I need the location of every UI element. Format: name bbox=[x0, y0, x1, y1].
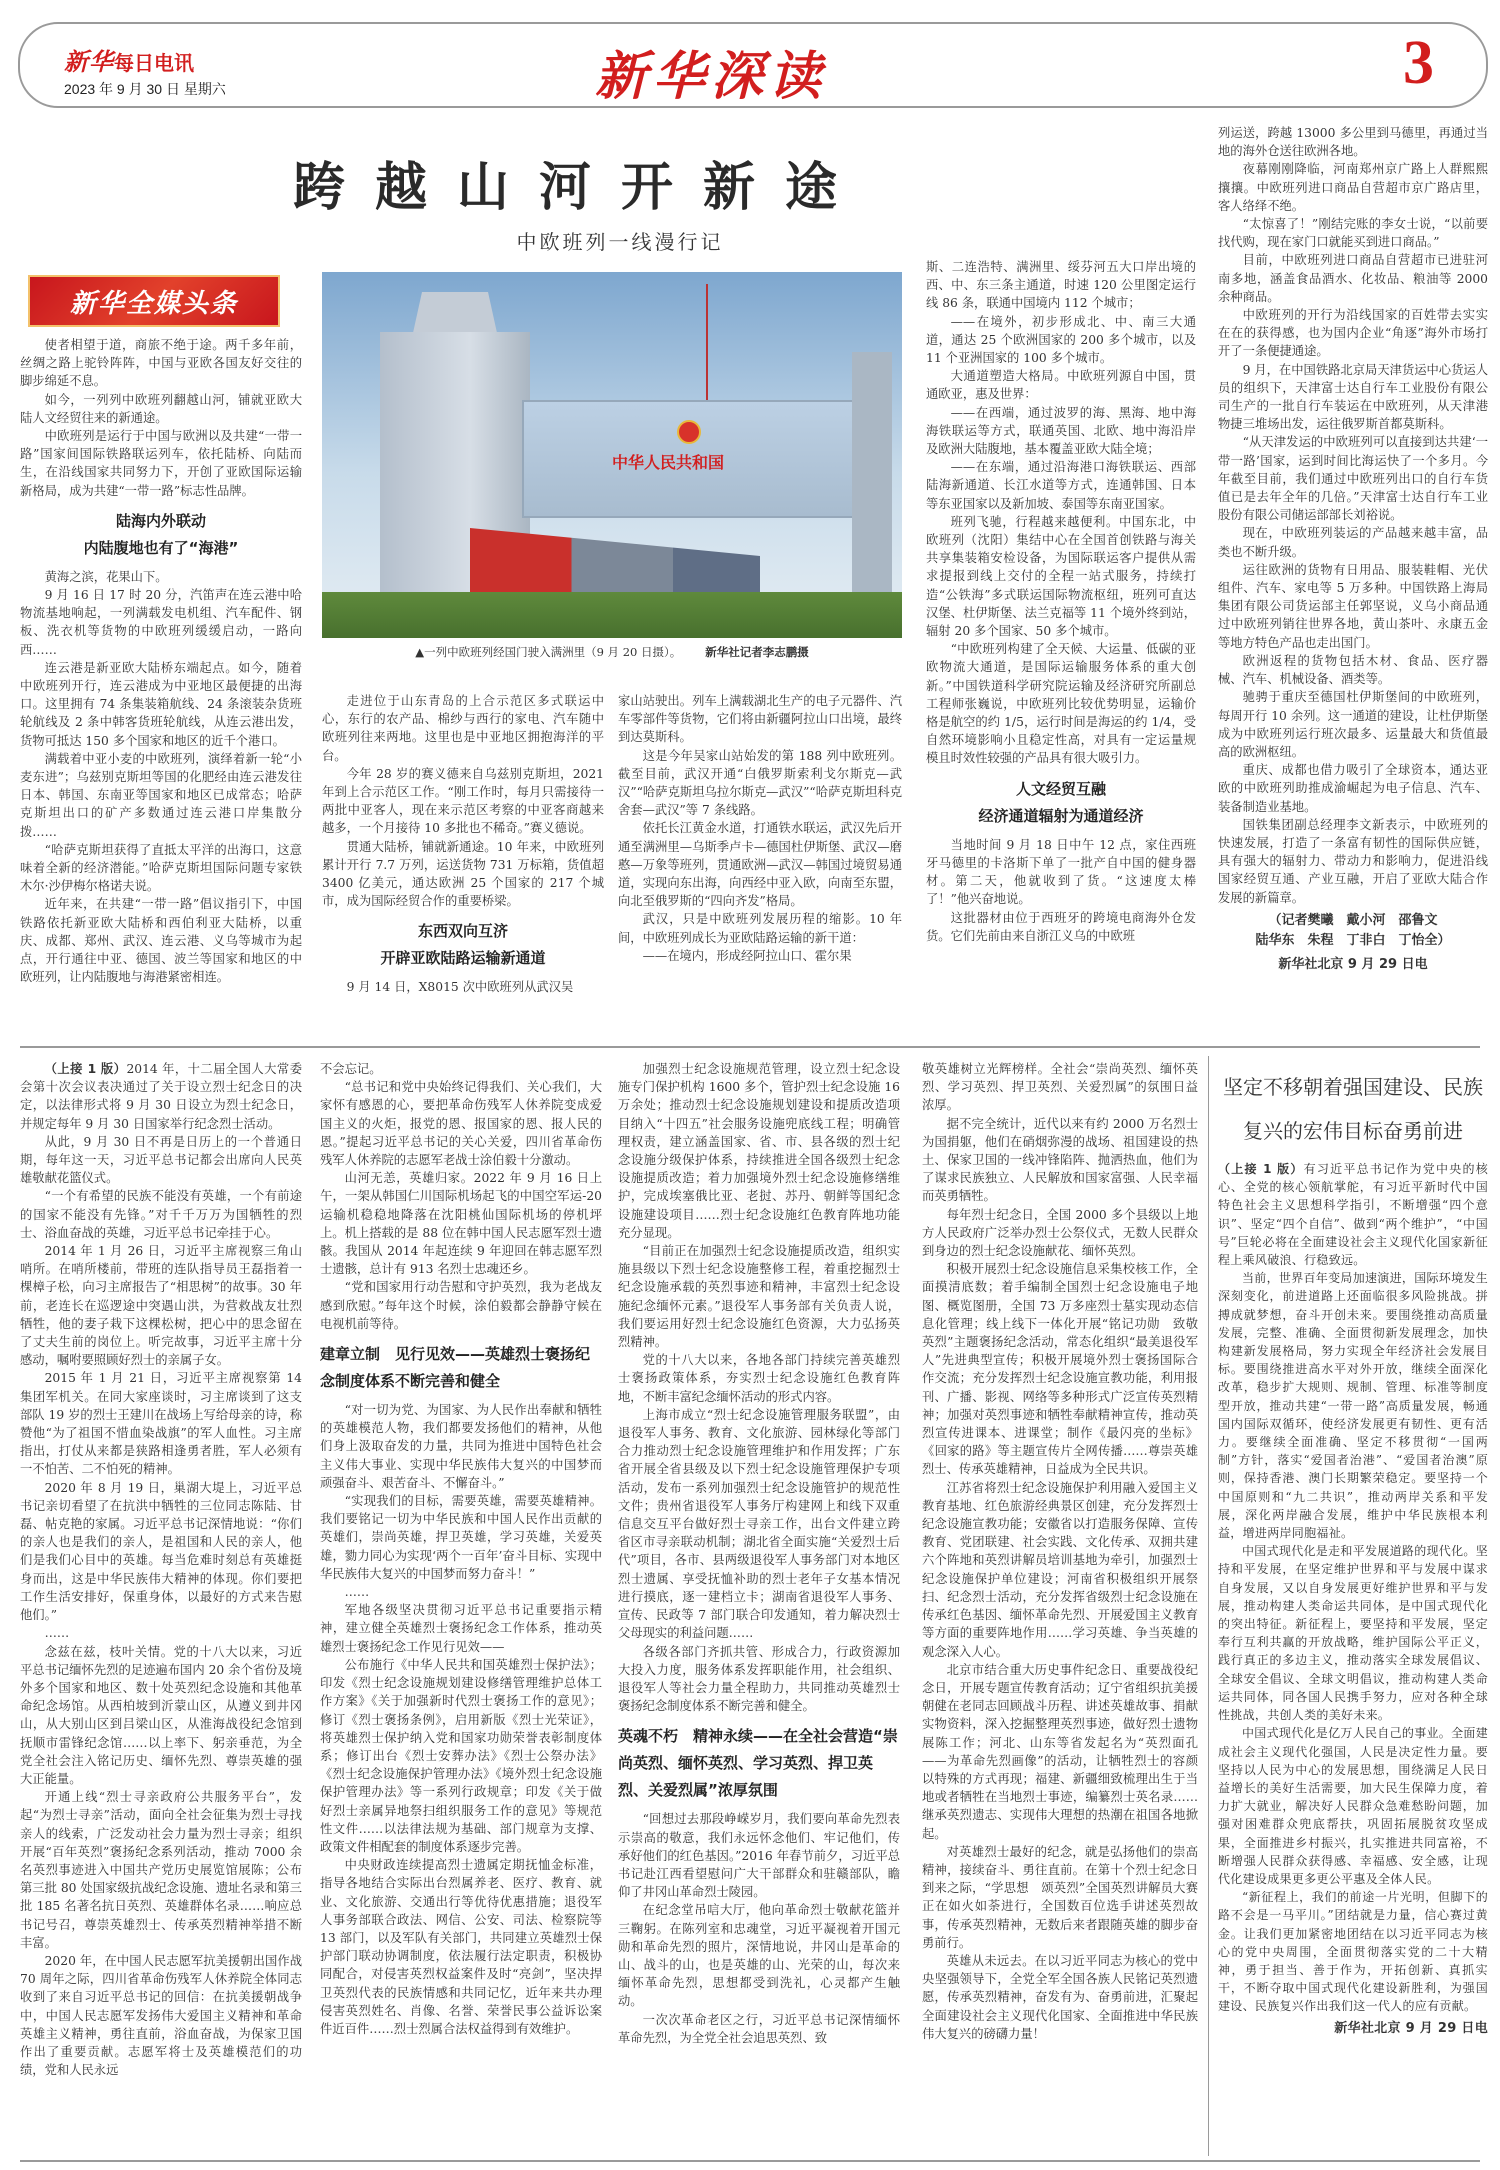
paragraph: 积极开展烈士纪念设施信息采集校核工作，全面摸清底数；着手编制全国烈士纪念设施电子地图、概览图册，全国 73 万多座烈士墓实现动态信息化管理；线上线下一体化开展“铭记功勋 致敬英烈”主题褒扬纪念活动，常态化组织“最美退役军人”先进典型宣传；积极开展境外烈士褒扬国际合作交流；充分发挥烈士纪念设施宣教功能，利用报刊、广播、影视、网络等多种形式广泛宣传英烈精神；加强对英烈事迹和牺牲奉献精神宣传，推动英烈宣传进课本、进课堂；制作《最闪亮的坐标》《回家的路》等主题宣传片全网传播……尊崇英雄烈士、传承英雄精神，日益成为全民共识。 bbox=[922, 1262, 1198, 1477]
continued-label: （上接 1 版） bbox=[1218, 1162, 1304, 1176]
reporter-byline bbox=[1218, 911, 1488, 951]
paragraph: 运往欧洲的货物有日用品、服装鞋帽、光伏组件、汽车、家电等 5 万多种。中国铁路上海局集团有限公司货运部主任郭坚说，义乌小商品通过中欧班列销往世界各地，黄山茶叶、永康五金等地方特色产品也走出国门。 bbox=[1218, 562, 1488, 650]
paragraph: 夜幕刚刚降临，河南郑州京广路上人群熙熙攘攘。中欧班列进口商品自营超市京广路店里，客人络绎不绝。 bbox=[1218, 162, 1488, 213]
heading-line: 开辟亚欧陆路运输新通道 bbox=[380, 949, 546, 968]
paragraph: 中欧班列的开行为沿线国家的百姓带去实实在在的获得感，也为国内企业“角逐”海外市场打开了一条便捷通途。 bbox=[1218, 308, 1488, 359]
section-heading bbox=[926, 776, 1196, 830]
paragraph: 家山站驶出。列车上满载湖北生产的电子元器件、汽车零部件等货物，它们将由新疆阿拉山口出境，最终到达莫斯科。 bbox=[618, 694, 902, 745]
paragraph: “太惊喜了！”刚结完账的李女士说，“以前要找代购，现在家门口就能买到进口商品。” bbox=[1218, 217, 1488, 250]
photo-flagpole bbox=[706, 284, 708, 402]
paragraph: 据不完全统计，近代以来有约 2000 万名烈士为国捐躯，他们在硝烟弥漫的战场、祖国建设的热土、保家卫国的一线冲锋陷阵、抛洒热血，他们为了谋求民族独立、人民解放和国家富强、人民幸福而英勇牺牲。 bbox=[922, 1116, 1198, 1204]
caption-text: ▲一列中欧班列经国门驶入满洲里（9 月 20 日摄）。 bbox=[415, 645, 682, 659]
ellipsis: …… bbox=[44, 1626, 70, 1641]
paragraph bbox=[1218, 1160, 1488, 1269]
paragraph: 加强烈士纪念设施规范管理，设立烈士纪念设施专门保护机构 1600 多个，管护烈士纪念设施 16 万余处；推动烈士纪念设施规划建设和提质改造项目纳入“十四五”社会服务设施兜底线工程；明确管理权责，建立涵盖国家、省、市、县各级的烈士纪念设施分级保护体系，持续推进全国各级烈士纪念设施提质改造；着力加强境外烈士纪念设施修缮维护，完成埃塞俄比亚、老挝、苏丹、朝鲜等国纪念设施建设项目……烈士纪念设施红色教育阵地功能充分显现。 bbox=[618, 1062, 900, 1240]
paragraph: ——在东端，通过沿海港口海铁联运、西部陆海新通道、长江水道等方式，连通韩国、日本等东亚国家以及新加坡、泰国等东南亚国家。 bbox=[926, 460, 1196, 511]
ellipsis: …… bbox=[344, 1585, 370, 1600]
section-heading bbox=[20, 508, 302, 562]
title-line: 复兴的宏伟目标奋勇前进 bbox=[1243, 1119, 1463, 1143]
paragraph: “哈萨克斯坦获得了直抵太平洋的出海口，这意味着全新的经济潜能。”哈萨克斯坦国际问题专家铁木尔·沙伊梅尔格诺夫说。 bbox=[20, 842, 302, 894]
paragraph: “从天津发运的中欧班列可以直接到达共建‘一带一路’国家，运到时间比海运快了一个多月。今年截至目前，我们通过中欧班列出口的自行车货值已是去年全年的几倍。”天津富士达自行车工业股份有限公司储运部部长刘裕说。 bbox=[1218, 435, 1488, 523]
martyrs-article-column-3 bbox=[618, 1060, 900, 2047]
photo-caption bbox=[322, 644, 902, 660]
paragraph: 中欧班列是运行于中国与欧洲以及共建“一带一路”国家间国际铁路联运列车，依托陆桥、向陆而生，在沿线国家共同努力下，开创了亚欧国际运输新格局，成为共建“一带一路”标志性品牌。 bbox=[20, 429, 302, 498]
paragraph: 大通道塑造大格局。中欧班列源自中国，贯通欧亚，惠及世界： bbox=[926, 369, 1196, 402]
paragraph: 不会忘记。 bbox=[320, 1062, 382, 1076]
paragraph: “党和国家用行动告慰和守护英烈，我为老战友感到欣慰。”每年这个时候，涂伯毅都会静静守候在电视机前等待。 bbox=[320, 1280, 602, 1331]
paragraph: “新征程上，我们的前途一片光明，但脚下的路不会是一马平川。”团结就是力量，信心赛过黄金。让我们更加紧密地团结在以习近平同志为核心的党中央周围，全面贯彻落实党的二十大精神，勇于担当、善于作为，开拓创新、真抓实干，不断夺取中国式现代化建设新胜利，为强国建设、民族复兴作出我们这一代人的应有贡献。 bbox=[1218, 1890, 1488, 2014]
paragraph: 贯通大陆桥，铺就新通途。10 年来，中欧班列累计开行 7.7 万列，运送货物 731 万标箱，货值超 3400 亿美元，通达欧洲 25 个国家的 217 个城市，成为国际经贸合作的重要桥梁。 bbox=[322, 839, 604, 909]
article-column-5 bbox=[1218, 124, 1488, 975]
paragraph: 9 月，在中国铁路北京局天津货运中心货运人员的组织下，天津富士达自行车工业股份有限公司生产的一批自行车装运在中欧班列，从天津港物捷三堆场出发，运往俄罗斯首都莫斯科。 bbox=[1218, 362, 1488, 432]
paragraph: 9 月 16 日 17 时 20 分，汽笛声在连云港中哈物流基地响起，一列满载发电机组、汽车配件、钢板、洗衣机等货物的中欧班列缓缓启动，一路向西…… bbox=[20, 588, 302, 657]
paragraph: 近年来，在共建“一带一路”倡议指引下，中国铁路依托新亚欧大陆桥和西伯利亚大陆桥，以重庆、成都、郑州、武汉、连云港、义乌等城市为起点，开行通往中亚、德国、波兰等国家和地区的中欧班列，让内陆腹地与海港紧密相连。 bbox=[20, 897, 302, 985]
heading-line: 内陆腹地也有了“海港” bbox=[83, 538, 239, 557]
paragraph: 开通上线“烈士寻亲政府公共服务平台”，发起“为烈士寻亲”活动，面向全社会征集为烈士寻找亲人的线索，广泛发动社会力量为烈士寻亲；组织开展“百年英烈”褒扬纪念系列活动，推动 7000 余名英烈事迹进入中国共产党历史展览馆展陈；公布第三批 80 处国家级抗战纪念设施、遗址名录和第三批 185 名著名抗日英烈、英雄群体名录……响应总书记号召，尊崇英雄烈士、传承英烈精神举措不断丰富。 bbox=[20, 1790, 302, 1950]
paragraph: “中欧班列构建了全天候、大运量、低碳的亚欧物流大通道，是国际运输服务体系的重大创新。”中国铁道科学研究院运输及经济研究所副总工程师张巍说，中欧班列比较优势明显，运输价格是航空的约 1/5，运行时间是海运的约 1/4，受自然环境影响小且稳定性高，对具有一定运量规模且时效性较强的产品具有很大吸引力。 bbox=[926, 642, 1196, 766]
paragraph: ——在西端，通过波罗的海、黑海、地中海海铁联运等方式，联通英国、北欧、地中海沿岸及欧洲大陆腹地，基本覆盖亚欧大陆全境； bbox=[926, 405, 1196, 457]
martyrs-article-column-1 bbox=[20, 1060, 302, 2079]
continued-label: （上接 1 版） bbox=[44, 1062, 127, 1076]
title-line: 坚定不移朝着强国建设、民族 bbox=[1223, 1075, 1483, 1099]
issue-date: 2023 年 9 月 30 日 星期六 bbox=[64, 81, 226, 97]
paragraph: “对一切为党、为国家、为人民作出奉献和牺牲的英雄模范人物，我们都要发扬他们的精神，从他们身上汲取奋发的力量，共同为推进中国特色社会主义伟大事业、实现中华民族伟大复兴的中国梦而顽强奋斗、艰苦奋斗、不懈奋斗。” bbox=[320, 1403, 602, 1490]
paragraph: 班列飞驰，行程越来越便利。中国东北，中欧班列（沈阳）集结中心在全国首创铁路与海关共享集装箱安检设备，为国际联运客户提供从需求提报到线上交付的全程一站式服务，持续打造“公铁海”多式联运国际物流枢纽，班列可直达汉堡、杜伊斯堡、法兰克福等 11 个境外终到站，辐射 20 多个国家、50 多个城市。 bbox=[926, 514, 1196, 639]
paragraph: 2020 年，在中国人民志愿军抗美援朝出国作战 70 周年之际，四川省革命伤残军人休养院全体同志收到了来自习近平总书记的回信：在抗美援朝战争中，中国人民志愿军发扬伟大爱国主义精神和革命英雄主义精神，勇往直前，浴血奋战，为保家卫国作出了重要贡献。志愿军将士及英雄模范们的功绩，党和人民永远 bbox=[20, 1953, 302, 2078]
article-column-4 bbox=[926, 258, 1196, 945]
paragraph: 江苏省将烈士纪念设施保护利用融入爱国主义教育基地、红色旅游经典景区创建，充分发挥烈士纪念设施宣教功能；安徽省以打造服务保障、宣传教育、党团联建、社会实践、文化传承、双拥共建六个阵地和英烈讲解员培训基地为牵引，加强烈士纪念设施保护单位建设；河南省积极组织开展祭扫、纪念烈士活动，充分发挥省级烈士纪念设施在传承红色基因、缅怀革命先烈、开展爱国主义教育等方面的重要阵地作用……学习英雄、争当英雄的观念深入人心。 bbox=[922, 1480, 1198, 1659]
paragraph: 上海市成立“烈士纪念设施管理服务联盟”，由退役军人事务、教育、文化旅游、园林绿化等部门合力推动烈士纪念设施管理维护和作用发挥；广东省开展全省县级及以下烈士纪念设施管理保护专项活动，发布一系列加强烈士纪念设施管护的规范性文件；贵州省退役军人事务厅构建网上和线下双重信息交互平台做好烈士寻亲工作，出台文件建立跨省区市寻亲联动机制；湖北省全面实施“关爱烈士后代”项目，各市、县两级退役军人事务部门对本地区烈士遗属、享受抚恤补助的烈士老年子女基本情况进行摸底，逐一建档立卡；湖南省退役军人事务、宣传、民政等 7 部门联合印发通知，着力解决烈士父母现实的利益问题…… bbox=[618, 1407, 900, 1641]
paragraph: 今年 28 岁的赛义德来自乌兹别克斯坦，2021 年到上合示范区工作。“刚工作时，每月只需接待一两批中亚客人，现在来示范区考察的中亚客商越来越多，一个月接待 10 多批也不稀奇。”赛义德说。 bbox=[322, 766, 604, 836]
photo-trees bbox=[322, 592, 902, 638]
paragraph: 党的十八大以来，各地各部门持续完善英雄烈士褒扬政策体系，夯实烈士纪念设施红色教育阵地，不断丰富纪念缅怀活动的形式内容。 bbox=[618, 1353, 900, 1404]
paragraph: “目前正在加强烈士纪念设施提质改造，组织实施县级以下烈士纪念设施整修工程，着重挖掘烈士纪念设施承载的英烈事迹和精神，丰富烈士纪念设施纪念缅怀元素。”退役军人事务部有关负责人说，我们要运用好烈士纪念设施红色资源，大力弘扬英烈精神。 bbox=[618, 1244, 900, 1350]
paragraph-text: 2014 年，十二届全国人大常委会第十次会议表决通过了关于设立烈士纪念日的决定，以法律形式将 9 月 30 日设立为烈士纪念日，并规定每年 9 月 30 日国家举行纪念烈士活动。 bbox=[20, 1062, 302, 1131]
paragraph: 英雄从未远去。在以习近平同志为核心的党中央坚强领导下，全党全军全国各族人民铭记英烈遗愿，传承英烈精神，奋发有为、奋勇前进，汇聚起全面建设社会主义现代化国家、全面推进中华民族伟大复兴的磅礴力量！ bbox=[922, 1953, 1198, 2041]
article-column-3 bbox=[618, 692, 902, 965]
paragraph: 这批器材由位于西班牙的跨境电商海外仓发货。它们先前由来自浙江义乌的中欧班 bbox=[926, 910, 1196, 943]
paragraph: 依托长江黄金水道，打通铁水联运，武汉先后开通至满洲里—乌斯季卢卡—德国杜伊斯堡、武汉—磨憨—万象等班列，贯通欧洲—武汉—韩国过境贸易通道，实现向东出海，向西经中亚入欧，向南至东盟，向北至俄罗斯的“四向齐发”格局。 bbox=[618, 821, 902, 909]
paragraph: 各级各部门齐抓共管、形成合力，行政资源加大投入力度，服务体系发挥职能作用，社会组织、退役军人等社会力量全程助力，共同推动英雄烈士褒扬纪念制度体系不断完善和健全。 bbox=[618, 1644, 900, 1714]
paragraph: “一个有希望的民族不能没有英雄，一个有前途的国家不能没有先锋。”对千千万万为国牺牲的烈士、浴血奋战的英雄，习近平总书记牵挂于心。 bbox=[20, 1189, 302, 1240]
paragraph: 走进位于山东青岛的上合示范区多式联运中心，东行的农产品、棉纱与西行的家电、汽车随中欧班列往来两地。这里也是中亚地区拥抱海洋的平台。 bbox=[322, 694, 604, 763]
page-title: 跨越山河开新途 bbox=[292, 157, 867, 218]
page-bottom-rule bbox=[20, 2160, 1480, 2162]
national-emblem-icon bbox=[677, 420, 701, 444]
column-divider bbox=[1208, 1056, 1209, 2156]
paragraph: 山河无恙，英雄归家。2022 年 9 月 16 日上午，一架从韩国仁川国际机场起飞的中国空军运-20 运输机稳稳地降落在沈阳桃仙国际机场的停机坪上。机上搭载的是 88 位在韩中国人民志愿军烈士遗骸。我国从 2014 年起连续 9 年迎回在韩志愿军烈士遗骸，总计有 913 名烈士忠魂还乡。 bbox=[320, 1171, 602, 1277]
paragraph: 黄海之滨，花果山下。 bbox=[44, 569, 168, 584]
paragraph: 2014 年 1 月 26 日，习近平主席视察三角山哨所。在哨所楼前，带班的连队指导员王磊指着一棵樟子松，向习主席报告了“相思树”的故事。30 年前，老连长在巡逻途中突遇山洪，为营救战友壮烈牺牲，他的妻子栽下这棵松树，把心中的思念留在了丈夫生前的岗位上。听完故事，习近平主席十分感动，嘱咐要照顾好烈士的亲属子女。 bbox=[20, 1244, 302, 1368]
paragraph: 目前，中欧班列进口商品自营超市已进驻河南多地，涵盖食品酒水、化妆品、粮油等 2000 余种商品。 bbox=[1218, 253, 1488, 304]
heading-line: 人文经贸互融 bbox=[1015, 779, 1106, 798]
paragraph: 每年烈士纪念日，全国 2000 多个县级以上地方人民政府广泛举办烈士公祭仪式，无数人民群众到身边的烈士纪念设施献花、缅怀英烈。 bbox=[922, 1207, 1198, 1259]
paragraph: “实现我们的目标，需要英雄，需要英雄精神。我们要铭记一切为中华民族和中国人民作出贡献的英雄们，崇尚英雄，捍卫英雄，学习英雄，关爱英雄，勠力同心为实现‘两个一百年’奋斗目标、实现中华民族伟大复兴的中国梦而努力奋斗！” bbox=[320, 1494, 602, 1581]
masthead bbox=[18, 22, 1488, 108]
paragraph: 公布施行《中华人民共和国英雄烈士保护法》；印发《烈士纪念设施规划建设修缮管理维护总体工作方案》《关于加强新时代烈士褒扬工作的意见》；修订《烈士褒扬条例》，启用新版《烈士光荣证》，将英雄烈士保护纳入党和国家功勋荣誉表彰制度体系；修订出台《烈士安葬办法》《烈士公祭办法》《烈士纪念设施保护管理办法》《境外烈士纪念设施保护管理办法》等一系列行政规章；印发《关于做好烈士亲属异地祭扫组织服务工作的意见》等规范性文件……以法律法规为基础、部门规章为支撑、政策文件相配套的制度体系逐步完善。 bbox=[320, 1657, 602, 1854]
banner-label: 新华全媒头条 bbox=[69, 288, 238, 319]
paragraph: 列运送，跨越 13000 多公里到马德里，再通过当地的海外仓送往欧洲各地。 bbox=[1218, 126, 1488, 159]
heading-line: 东西双向互济 bbox=[417, 922, 508, 941]
martyrs-article-column-4 bbox=[922, 1060, 1198, 2043]
paragraph: 连云港是新亚欧大陆桥东端起点。如今，随着中欧班列开行，连云港成为中亚地区最便捷的出海口。这里拥有 74 条集装箱航线、24 条滚装杂货班轮航线及 2 条中韩客货班轮航线，从连云港出发，货物可抵达 150 多个国家和地区的近千个港口。 bbox=[20, 660, 302, 748]
paragraph: 军地各级坚决贯彻习近平总书记重要指示精神，建立健全英雄烈士褒扬纪念工作体系，推动英雄烈士褒扬纪念工作见行见效—— bbox=[320, 1603, 602, 1654]
paragraph: 斯、二连浩特、满洲里、绥芬河五大口岸出境的西、中、东三条主通道，时速 120 公里图定运行线 86 条，联通中国境内 112 个城市； bbox=[926, 260, 1196, 311]
paragraph: 使者相望于道，商旅不绝于途。两千多年前，丝绸之路上驼铃阵阵，中国与亚欧各国友好交往的脚步绵延不息。 bbox=[20, 338, 302, 389]
paragraph: 北京市结合重大历史事件纪念日、重要战役纪念日，开展专题宣传教育活动；辽宁省组织抗美援朝健在老同志回顾战斗历程、讲述英雄故事、捐献实物资料，深入挖掘整理英烈事迹，做好烈士遗物展陈工作；河北、山东等省发起名为“英烈面孔——为革命先烈画像”的活动，让牺牲烈士的容颜以特殊的方式再现；福建、新疆细致梳理出生于当地或者牺牲在当地烈士事迹，编纂烈士英名录……继承英烈遗志、实现伟大理想的热潮在祖国各地掀起。 bbox=[922, 1662, 1198, 1841]
page-number: 3 bbox=[1403, 29, 1434, 97]
section-heading: 英魂不朽 精神永续——在全社会营造“崇尚英烈、缅怀英烈、学习英烈、捍卫英烈、关爱烈属”浓厚氛围 bbox=[618, 1727, 898, 1800]
paragraph: 当前，世界百年变局加速演进，国际环境发生深刻变化，前进道路上还面临很多风险挑战。拼搏成就梦想，奋斗开创未来。要围绕推动高质量发展，完整、准确、全面贯彻新发展理念，加快构建新发展格局，努力实现全年经济社会发展目标。要围绕推进高水平对外开放，继续全面深化改革，稳步扩大规则、规制、管理、标准等制度型开放，推动共建“一带一路”高质量发展，畅通国内国际双循环，使经济发展更有韧性、更有活力。要继续全面准确、坚定不移贯彻“一国两制”方针，落实“爱国者治港”、“爱国者治澳”原则，保持香港、澳门长期繁荣稳定。要坚持一个中国原则和“九二共识”，推动两岸关系和平发展，深化两岸融合发展，维护中华民族根本利益，增进两岸同胞福祉。 bbox=[1218, 1271, 1489, 1541]
paragraph: “总书记和党中央始终记得我们、关心我们，大家怀有感恩的心，要把革命伤残军人休养院变成爱国主义的火炬，报党的恩、报国家的恩、报人民的恩。”提起习近平总书记的关心关爱，四川省革命伤残军人休养院的志愿军老战士涂伯毅十分激动。 bbox=[320, 1080, 602, 1168]
paragraph: 欧洲返程的货物包括木材、食品、医疗器械、汽车、机械设备、酒类等。 bbox=[1218, 653, 1488, 687]
paragraph: ——在境内，形成经阿拉山口、霍尔果 bbox=[642, 948, 852, 963]
section-heading: 建章立制 见行见效——英雄烈士褒扬纪念制度体系不断完善和健全 bbox=[320, 1345, 591, 1391]
paragraph: 一次次革命老区之行，习近平总书记深情缅怀革命先烈，为全党全社会追思英烈、致 bbox=[618, 2012, 900, 2045]
dateline: 新华社北京 9 月 29 日电 bbox=[1278, 956, 1428, 972]
byline-line: 陆华东 朱程 丁非白 丁怡全） bbox=[1255, 932, 1451, 948]
page-subtitle: 中欧班列一线漫行记 bbox=[516, 230, 724, 254]
paragraph: 驰骋于重庆至德国杜伊斯堡间的中欧班列，每周开行 10 余列。这一通道的建设，让杜伊斯堡成为中欧班列运行班次最多、运量最大和货值最高的欧洲枢纽。 bbox=[1218, 690, 1488, 759]
section-title: 新华深读 bbox=[595, 46, 828, 107]
news-photo-train-border-gate bbox=[322, 272, 902, 638]
paragraph: 念兹在兹，枝叶关情。党的十八大以来，习近平总书记缅怀先烈的足迹遍布国内 20 余个省份及境外多个国家和地区、数十处英烈纪念设施和其他革命纪念场馆。从西柏坡到沂蒙山区，从遵义到井冈山，从大别山区到吕梁山区，从淮海战役纪念馆到抚顺市雷锋纪念馆……以上率下、躬亲垂范，为全党全社会注入铭记历史、缅怀先烈、尊崇英雄的强大正能量。 bbox=[20, 1644, 302, 1786]
heading-line: 经济通道辐射为通道经济 bbox=[978, 806, 1144, 825]
section-divider bbox=[20, 1046, 1480, 1048]
side-article-body bbox=[1218, 1160, 1488, 2038]
paragraph: 中央财政连续提高烈士遗属定期抚恤金标准，指导各地结合实际出台烈属养老、医疗、教育、就业、文化旅游、交通出行等优待优惠措施；退役军人事务部联合政法、网信、公安、司法、检察院等 13 部门，以及军队有关部门，共同建立英雄烈士保护部门联动协调制度，依法履行法定职责，积极协同配合，对侵害英烈权益案件及时“亮剑”，坚决捍卫英烈代表的民族情感和共同记忆，近年来共办理侵害英烈姓名、肖像、名誉、荣誉民事公益诉讼案件近百件……烈士烈属合法权益得到有效维护。 bbox=[320, 1858, 602, 2036]
paragraph: ——在境外，初步形成北、中、南三大通道，通达 25 个欧洲国家的 200 多个城市，以及 11 个亚洲国家的 100 多个城市。 bbox=[926, 314, 1196, 366]
paragraph: 2015 年 1 月 21 日，习近平主席视察第 14 集团军机关。在同大家座谈时，习主席谈到了这支部队 19 岁的烈士王建川在战场上写给母亲的诗，称赞他“为了祖国不惜血染战旗”的军人血性。习主席指出，打仗从来都是狭路相逢勇者胜，军人必须有一不怕苦、二不怕死的精神。 bbox=[20, 1371, 302, 1477]
paragraph: 国铁集团副总经理李文新表示，中欧班列的快速发展，打造了一条富有韧性的国际供应链，具有强大的辐射力、带动力和影响力，促进沿线国家经贸互通、产业互融，开启了亚欧大陆合作发展的新篇章。 bbox=[1218, 817, 1488, 905]
paragraph: 9 月 14 日，X8015 次中欧班列从武汉吴 bbox=[346, 980, 574, 995]
paragraph: “回想过去那段峥嵘岁月，我们要向革命先烈表示崇高的敬意，我们永远怀念他们、牢记他们，传承好他们的红色基因。”2016 年春节前夕，习近平总书记赴江西看望慰问广大干部群众和驻赣部队，瞻仰了井冈山革命烈士陵园。 bbox=[618, 1812, 900, 1900]
side-article-title bbox=[1218, 1065, 1488, 1153]
brand-logo: 新华 bbox=[64, 47, 114, 76]
xinhua-headline-banner bbox=[28, 275, 280, 327]
paragraph: 武汉，只是中欧班列发展历程的缩影。10 年间，中欧班列成长为亚欧陆路运输的新干道： bbox=[618, 912, 902, 945]
martyrs-article-column-2 bbox=[320, 1060, 602, 2038]
paragraph: 重庆、成都也借力吸引了全球资本，通达亚欧的中欧班列助推成渝崛起为电子信息、汽车、装备制造业基地。 bbox=[1218, 763, 1488, 814]
paragraph: 敬英雄树立光辉榜样。全社会“崇尚英烈、缅怀英烈、学习英烈、捍卫英烈、关爱烈属”的氛围日益浓厚。 bbox=[922, 1062, 1198, 1113]
heading-line: 陆海内外联动 bbox=[115, 511, 206, 530]
photo-gate-sign: 中华人民共和国 bbox=[612, 453, 725, 472]
article-column-1 bbox=[20, 336, 302, 987]
photo-credit: 新华社记者李志鹏摄 bbox=[705, 645, 809, 659]
paragraph: 这是今年吴家山站始发的第 188 列中欧班列。截至目前，武汉开通“白俄罗斯索利戈尔斯克—武汉”“哈萨克斯坦乌拉尔斯克—武汉”“哈萨克斯坦科克舍套—武汉”等 7 条线路。 bbox=[618, 748, 902, 818]
dateline: 新华社北京 9 月 29 日电 bbox=[1334, 2020, 1488, 2036]
paragraph: 现在，中欧班列装运的产品越来越丰富，品类也不断升级。 bbox=[1218, 526, 1488, 559]
paragraph: 当地时间 9 月 18 日中午 12 点，家住西班牙马德里的卡洛斯下单了一批产自中国的健身器材。第二天，他就收到了货。“这速度太棒了！”他兴奋地说。 bbox=[926, 837, 1196, 907]
paragraph: 中国式现代化是亿万人民自己的事业。全面建成社会主义现代化强国，人民是决定性力量。要坚持以人民为中心的发展思想，围绕满足人民日益增长的美好生活需要，加大民生保障力度，着力扩大就业，解决好人民群众急难愁盼问题，加强对困难群众兜底帮扶，巩固拓展脱贫攻坚成果，全面推进乡村振兴，扎实推进共同富裕，不断增强人民群众获得感、幸福感、安全感，让现代化建设成果更多更公平惠及全体人民。 bbox=[1218, 1726, 1489, 1886]
paragraph bbox=[20, 1060, 302, 1133]
paragraph: 对英雄烈士最好的纪念，就是弘扬他们的崇高精神，接续奋斗、勇往直前。在第十个烈士纪念日到来之际，“学思想 颂英烈”全国英烈讲解员大赛正在如火如荼进行，全国数百位选手讲述英烈故事，传承英烈精神，无数后来者跟随英雄的脚步奋勇前行。 bbox=[922, 1844, 1198, 1950]
paragraph: 满载着中亚小麦的中欧班列，演绎着新一轮“小麦东进”；乌兹别克斯坦等国的化肥经由连云港发往日本、韩国、东南亚等国家和地区已成常态；哈萨克斯坦出口的矿产多数通过连云港口岸集散分拨…… bbox=[20, 751, 302, 839]
newspaper-brand bbox=[64, 42, 226, 99]
paragraph: 中国式现代化是走和平发展道路的现代化。坚持和平发展，在坚定维护世界和平与发展中谋求自身发展，又以自身发展更好维护世界和平与发展，推动构建人类命运共同体，是中国式现代化的突出特征。新征程上，要坚持和平发展，坚定奉行互利共赢的开放战略，维护国际公平正义，践行真正的多边主义，推动落实全球发展倡议、全球安全倡议、全球文明倡议，推动构建人类命运共同体，同各国人民携手努力，应对各种全球性挑战，共创人类的美好未来。 bbox=[1218, 1544, 1489, 1723]
article-column-2 bbox=[322, 692, 604, 997]
paragraph: 从此，9 月 30 日不再是日历上的一个普通日期，每年这一天，习近平总书记都会出席向人民英雄敬献花篮仪式。 bbox=[20, 1134, 302, 1186]
section-heading bbox=[322, 918, 604, 972]
paragraph: 在纪念堂吊唁大厅，他向革命烈士敬献花篮并三鞠躬。在陈列室和忠魂堂，习近平凝视着开国元勋和革命先烈的照片，深情地说，井冈山是革命的山、战斗的山，也是英雄的山、光荣的山，每次来缅怀革命先烈，思想都受到洗礼，心灵都产生触动。 bbox=[618, 1903, 900, 2009]
brand-subtitle: 每日电讯 bbox=[114, 51, 194, 75]
paragraph-text: 有习近平总书记作为党中央的核心、全党的核心领航掌舵，有习近平新时代中国特色社会主义思想科学指引，不断增强“四个意识”、坚定“四个自信”、做到“两个维护”，“中国号”巨轮必将在全面建设社会主义现代化国家新征程上乘风破浪、行稳致远。 bbox=[1218, 1162, 1489, 1268]
paragraph: 如今，一列列中欧班列翻越山河，铺就亚欧大陆人文经贸往来的新通途。 bbox=[20, 392, 302, 425]
byline-line: （记者樊曦 戴小河 邵鲁文 bbox=[1268, 912, 1438, 928]
paragraph: 2020 年 8 月 19 日，巢湖大堤上，习近平总书记亲切看望了在抗洪中牺牲的三位同志陈陆、甘磊、帖克艳的家属。习近平总书记深情地说：“你们的亲人也是我们的亲人，是祖国和人民的亲人，他们是我们心目中的英雄。每当危难时刻总有英雄挺身而出，这是中华民族伟大精神的体现。你们要把工作生活安排好，保重身体，以最好的方式来告慰他们。” bbox=[20, 1480, 302, 1623]
